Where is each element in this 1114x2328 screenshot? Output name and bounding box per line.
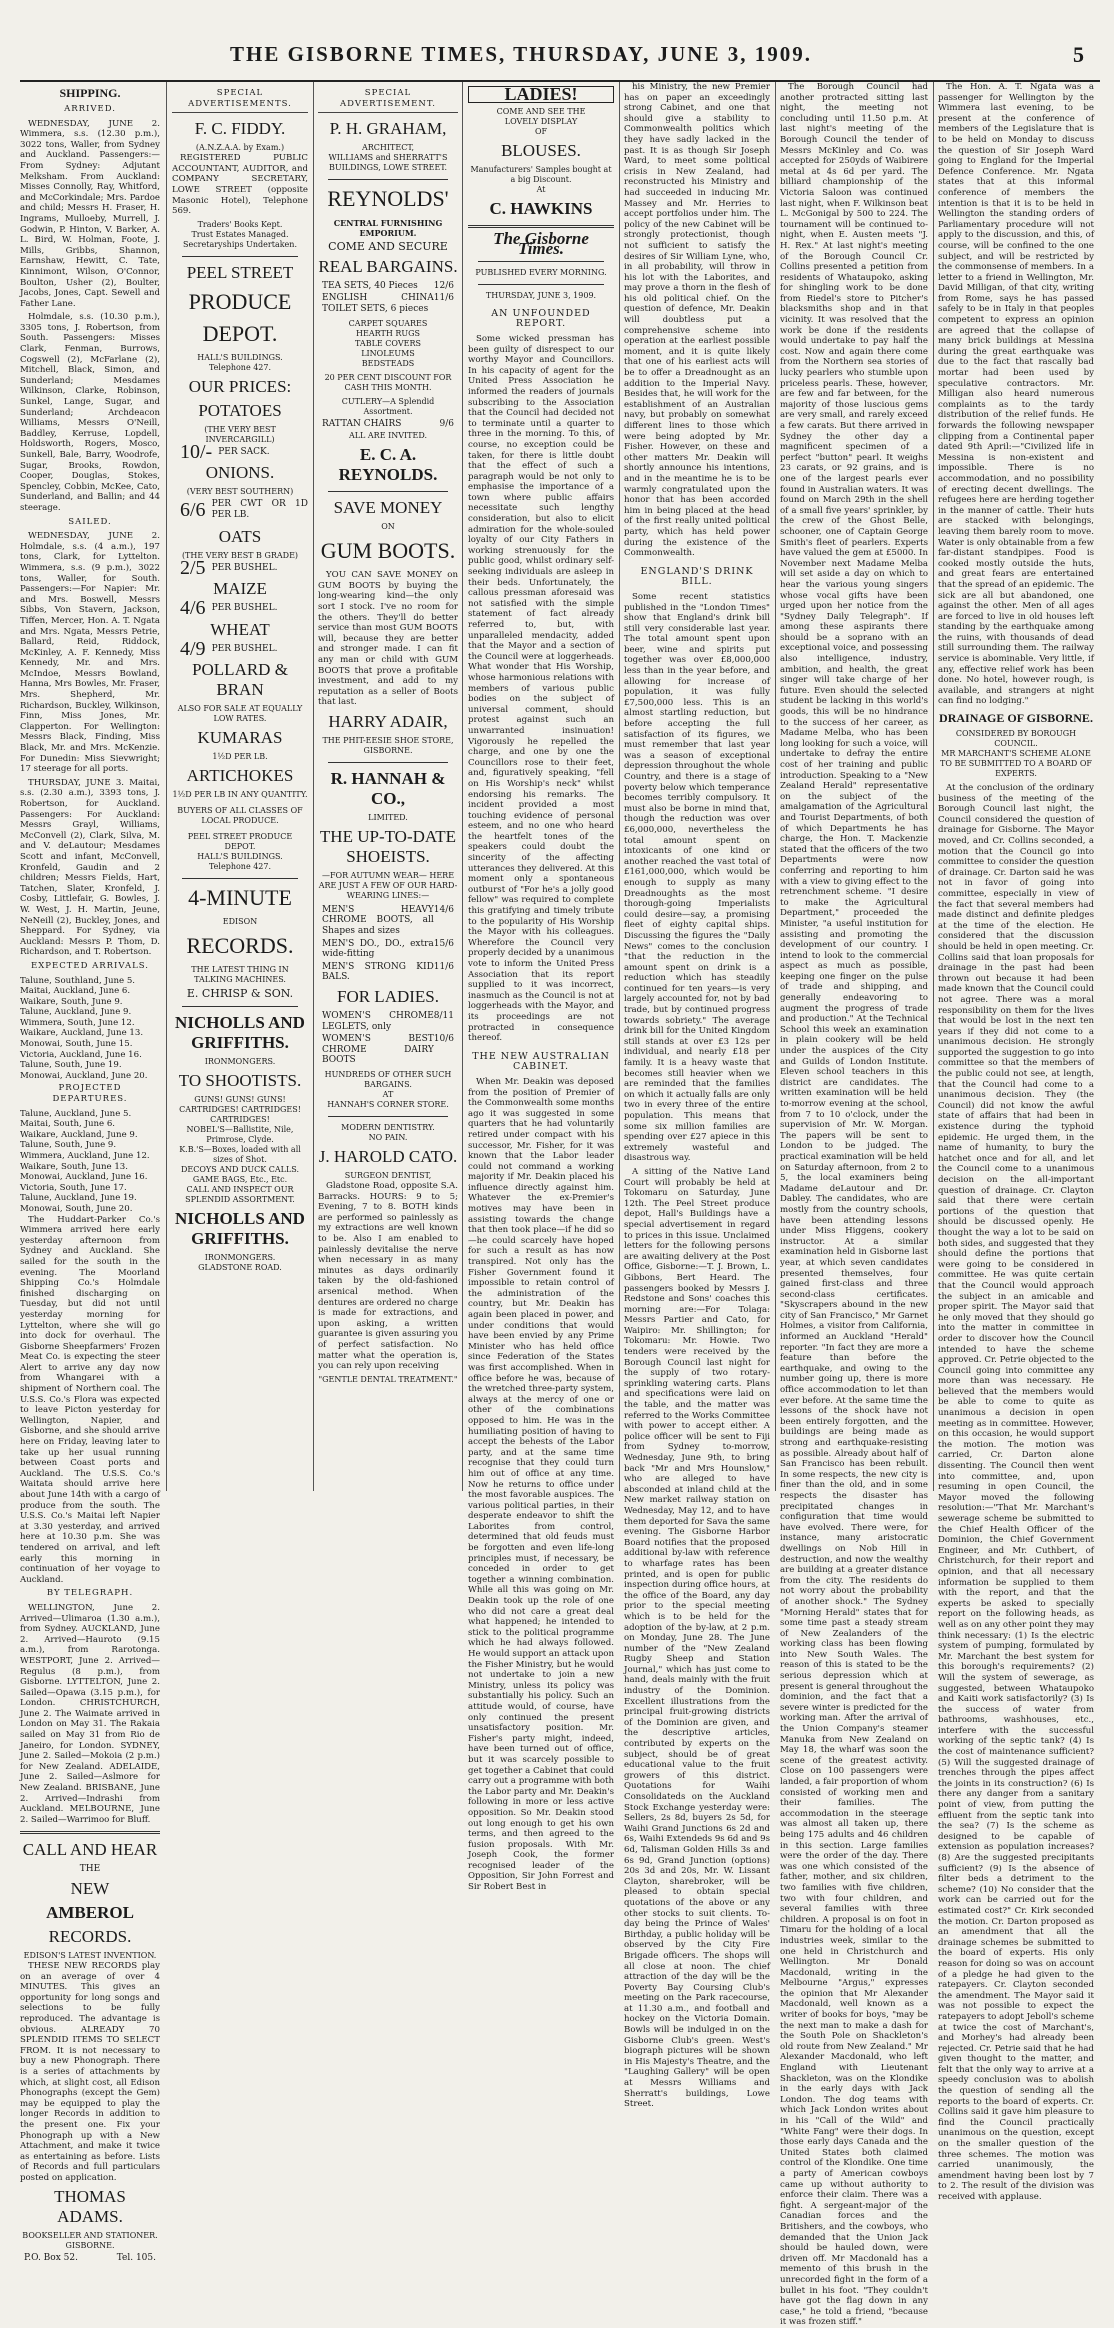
local-news: A sitting of the Native Land Court will probably be held at Tokomaru on Saturday, June 12th. The Peel Street produce depot, Hall's Buildings have a special advertisement in regard to prices in this issue. Unclaimed letters for the following persons are awaiting delivery at the Post Office, Gisborne:—T. J. Brown, L. Gibbons, Bert Heard. The passengers booked by Messrs J. Redstone and Sons' coaches this morning are:—For Tolaga: Messrs Partier and Cato, for Waipiro: Mr. Shillington; for Tokomaru: Mr. Howie. Two tenders were received by the Borough Council last night for the supply of two rotary-sprinkling watering carts. Plans and specifications were laid on the table, and the matter was referred to the Works Committee with power to accept either. A police officer will be sent to Fiji from Sydney to-morrow, Wednesday, June 9th, to bring back "Mr and Mrs Hounslow," who are alleged to have absconded at inland child at the New market railway station on Wednesday, May 12, and to have them deported for Sava the same evening. The Gisborne Harbor Board notifies that the proposed additional by-law with reference to wharfage rates has been printed, and is open for public inspection during office hours, at the office of the Board, any day prior to the special meeting which is to be held for the adoption of the by-law, at 2 p.m. on Monday, June 28. The June number of the "New Zealand Rugby Sheep and Station Journal," which has just come to hand, deals mainly with the fruit industry of the Dominion. Excellent illustrations from the principal fruit-growing districts of the Dominion are given, and the descriptive articles, contributed by experts on the subject, should be of great educational value to the fruit growers of this district. Quotations for Waihi Consolidateds on the Auckland Stock Exchange yesterday were: Sellers, 2s 8d, buyers 2s 5d, for Waihi Grand Junctions 6s 2d and 6s, Waihi Extendeds 9s 6d and 9s 6d, Talisman Golden Hills 3s and 6s 9d, Grand Junction (options) 20s 3d and 20s, Mr. W. Lissant Clayton, sharebroker, will be pleased to obtain special quotations of the above or any other stocks to suit clients. To-day being the Prince of Wales' Birthday, a public holiday will be observed by the City Fire Brigade officers. The shops will all close at noon. The chief attraction of the day will be the Poverty Bay Coursing Club's meeting on the Park racecourse, at 11.30 a.m., and football and hockey on the Victoria Domain. Bowls will be indulged in on the Gisborne Club's green. West's biograph pictures will be shown in His Majesty's Theatre, and the "Laughing Gallery" will be open at Messrs Williams and Sherratt's buildings, Lowe Street.: [624, 1166, 770, 2110]
list-item: Waikare, Auckland, June 13.: [20, 1028, 144, 1039]
boot-name: MEN'S STRONG KID BALS.: [322, 961, 434, 983]
boot-price: 8/11: [433, 1011, 454, 1022]
rattan-row: [322, 419, 454, 430]
list-item: Talune, Auckland, June 19.: [20, 1193, 137, 1204]
list-item: Monowai, Auckland, June 16.: [20, 1172, 148, 1183]
guns: GUNS! GUNS! GUNS!: [194, 1094, 286, 1104]
halls-buildings-2: HALL'S BUILDINGS.: [197, 852, 283, 862]
sailed-text: WEDNESDAY, JUNE 2. Holmdale, s.s. (4 a.m.), 197 tons, Clark, for Lyttelton. Wimmera, s.s. (9 p.m.), 3022 tons, Waller, for South. Passengers:—For Napier: Mr. and Mrs. Boswell, Messrs Sibbs, Von Stavern, Jackson, Tiffen, Mercer, Hon. A. T. Ngata and Mrs. Ngata, Messrs Petrie, Ballard, Reid, Riddock, McKinley, A. F. Kennedy, Miss Kennedy, Mr. and Mrs. McIndoe, Messrs Bowland, Hanna, Mrs Bowles, Mr. Fraser, Mrs. Shepherd, Mr. Richardson, Buckley, Wilkinson, Finn, Miss Jones, Mr. Clapperton. For Wellington: Messrs Black, Finding, Miss Black, Mr. and Mrs. McKenzie. For Dunedin: Miss Sievwright; 17 steerage for all ports.: [20, 531, 160, 775]
divider: [328, 491, 448, 492]
ironmongers-2: IRONMONGERS.: [204, 1252, 276, 1262]
shipping-notes: The Huddart-Parker Co.'s Wimmera arrived here early yesterday afternoon from Sydney and Auckland. She sailed for the south in the evening. The Moorland Shipping Co.'s Holmdale finished discharging on Tuesday, but did not until yesterday morning for Lyttelton, where she will go into dock for overhaul. The Gisborne Sheepfarmers' Frozen Meat Co. is expecting the steer Alert to arrive any day now from Whangarei with a shipment of Northern coal. The U.S.S. Co.'s Flora was expected to leave Picton yesterday for Wellington, Napier, and Gisborne, and she should arrive here on Friday, leaving later to take up her usual running between Coast ports and Auckland. The U.S.S. Co.'s Waitata should arrive here about June 14th with a cargo of produce from the south. The U.S.S. Co.'s Maitai left Napier at 3.30 yesterday, and arrived here at 10.30 p.m. She was tendered on arrival, and left early this morning in continuation of her voyage to Auckland.: [20, 1214, 160, 1585]
list-item: Victoria, South, June 17.: [20, 1182, 127, 1193]
telephone: Telephone 427.: [208, 362, 272, 372]
column-rule: [619, 82, 620, 1491]
divider: [182, 256, 298, 257]
list-item: Talune, Auckland, June 5.: [20, 1108, 132, 1119]
blouses: BLOUSES.: [501, 140, 581, 160]
boot-row: [322, 1034, 454, 1066]
drainage-sub-2: MR MARCHANT'S SCHEME ALONE TO BE SUBMITTED TO A BOARD OF EXPERTS.: [940, 749, 1092, 779]
hearth-rugs: HEARTH RUGS: [356, 328, 420, 338]
bedsteads: BEDSTEADS: [361, 358, 415, 368]
fiddy-quals: (A.N.Z.A.A. by Exam.): [195, 143, 285, 153]
cato: J. HAROLD CATO.: [318, 1147, 458, 1166]
carpets: CARPET SQUARES: [348, 318, 428, 328]
list-item: Victoria, Auckland, June 16.: [20, 1049, 142, 1060]
product-price: 4/9: [180, 637, 206, 660]
product-desc: (VERY BEST SOUTHERN): [186, 487, 294, 497]
projected-list: [20, 1109, 160, 1215]
adams-tel: Tel. 105.: [116, 2253, 156, 2264]
product-name: ONIONS.: [205, 463, 275, 483]
shipping-heading: SHIPPING.: [59, 86, 121, 100]
product-name: POTATOES: [198, 400, 282, 420]
column-rule: [313, 82, 314, 1491]
sailed-text-2: THURSDAY, JUNE 3. Maitai, s.s. (2.30 a.m.), 3393 tons, J. Robertson, for Auckland. Passengers: For Auckland: Messrs Grayl, Williams, McConvell (2), Clark, Silva, M. and V. deLautour; Mesdames Scott and infant, McConvell, Kronfeld, Gaudin and 2 children; Messrs Fields, Hart, Tatchen, Slater, Kronfeld, J. Cosby, Littlefair, G. Bowles, J. W. West, J. H. Martin, Jeune, NeNeill (2), Buckley, Jones, and Sheppard. For Sydney, via Auckland: Messrs P. Thom, D. Richardson, and T. Robertson.: [20, 777, 160, 958]
special-ad-heading: SPECIAL ADVERTISEMENT.: [318, 88, 458, 113]
amberol-new: NEW: [70, 1879, 110, 1898]
masthead-title: THE GISBORNE TIMES, THURSDAY, JUNE 3, 1909.: [230, 42, 812, 66]
expected-arrivals-heading: EXPECTED ARRIVALS.: [31, 960, 149, 971]
cato-text: Gladstone Road, opposite S.A. Barracks. HOURS: 9 to 5; Evening, 7 to 8. BOTH kinds are performed so painlessly as my extractions are well known to be. Also I am enabled to painlessly devitalise the nerve when necessary in as many minutes as days ordinarily taken by the old-fashioned arsenical method. When dentures are ordered no charge is made for extractions, and upon asking, a written guarantee is given assuring you of perfect satisfaction. No matter what the operation is, you can rely upon receiving: [318, 1181, 458, 1372]
product-price: 6/6: [180, 498, 206, 521]
drink-heading: ENGLAND'S DRINK BILL.: [640, 565, 754, 588]
adams-sub: BOOKSELLER AND STATIONER.: [22, 2231, 158, 2241]
date: THURSDAY, JUNE 3, 1909.: [485, 290, 597, 300]
telegraph-heading: BY TELEGRAPH.: [46, 1588, 134, 1599]
ironmongers: IRONMONGERS.: [204, 1056, 276, 1066]
column-rule: [933, 82, 934, 1491]
lovely-display: LOVELY DISPLAY: [504, 116, 578, 126]
product-unit: PER BUSHEL.: [211, 643, 278, 654]
product-potatoes: [172, 400, 308, 463]
item-row: [322, 281, 454, 292]
product-price-row: [180, 440, 308, 463]
column-rule: [166, 82, 167, 1491]
nobels: NOBEL'S—Ballistite, Nile, Primrose, Clyde.: [186, 1124, 294, 1144]
product-oats: [172, 526, 308, 579]
product-onions: [172, 463, 308, 520]
amberol-text: THESE NEW RECORDS play on an average of over 4 MINUTES. This gives an opportunity for long songs and selections to be fully reproduced. The advantage is obvious. ALREADY 70 SPLENDID ITEMS TO SELECT FROM. It is not necessary to buy a new Phonograph. There is a series of attachments by which, at slight cost, all Edison Phonographs (except the Gem) may be equipped to play the longer Records in addition to the present one. Fix your Phonograph up with a New Attachment, and make it twice as entertaining as before. Lists of Records and full particulars posted on application.: [20, 1961, 160, 2183]
shoeists: THE UP-TO-DATE SHOEISTS.: [319, 826, 457, 866]
buyers: BUYERS OF ALL CLASSES OF LOCAL PRODUCE.: [177, 806, 303, 826]
divider: [182, 1006, 298, 1007]
boot-name: MEN'S DO., DO., extra wide-fitting: [322, 938, 434, 960]
special-ads-heading: SPECIAL ADVERTISEMENTS.: [172, 88, 308, 113]
samples: Manufacturers' Samples bought at a big Discount.: [470, 164, 612, 184]
peel-depot-2: PEEL STREET PRODUCE DEPOT.: [187, 832, 293, 852]
fiddy-kept: Traders' Books Kept.: [197, 219, 283, 229]
architect: ARCHITECT,: [361, 143, 415, 153]
kumaras-price: 1½D PER LB.: [212, 752, 268, 762]
for-ladies: FOR LADIES.: [336, 987, 439, 1007]
drainage-text: At the conclusion of the ordinary business of the meeting of the Borough Council last night, the Council considered the question of drainage for Gisborne. The Mayor moved, and Cr. Collins seconded, a motion that the Council go into committee to consider the question of drainage. Cr. Darton said he was not in favor of going into committee, especially in view of the fact that several members had made distinct and definite pledges at the time of the election. He considered that the discussion should be held in open meeting. Cr. Collins said that loan proposals for drainage in the past had been thrown out because it had been made known that the Council could not agree. There was a moral responsibility on them for the lives that would be lost in the next ten years if they did not come to a unanimous decision. He strongly supported the suggestion to go into committee so that the members of the public could not see, at length, that the Council had come to a unanimous decision. They (the Council) did not know the awful state of affairs that had been in existence during the typhoid epidemic. He urged them, in the name of humanity, to bury the hatchet once and for all, and let the Council come to a unanimous decision on the all-important question of drainage. Cr. Clayton said that there were certain portions of the question that should be discussed openly. He thought the way a lot to be said on both sides, and suggested that they should define the portions that were going to be considered in committee. He was quite certain that the Council would approach the subject in an amicable and proper spirit. The Mayor said that he only moved that they should go into the matter in committee in order to discover how the Council intended to have the scheme approved. Cr. Petrie objected to the Council going into committee any more than was necessary. He believed that the members would be able to come to quite as unanimous a decision in open meeting as in committee. However, on this occasion, he would support the motion. The motion was carried, Cr. Darton alone dissenting. The Council then went into committee, and, upon resuming in open Council, the Mayor moved the following resolution:—"That Mr. Marchant's sewerage scheme be submitted to the Chief Health Officer of the Dominion, the Chief Government Engineer, and Mr. Cuthbert, of Christchurch, for their report and opinion, and that all necessary information be supplied to them with the report, and that the experts be asked to specially report on the following heads, as well as on any other point they may think necessary: (1) Is the electric system of pumping, formulated by Mr. Marchant the best system for this borough's requirements? (2) Will the system of sewerage, as suggested, between Whataupoko and Kaiti work satisfactorily? (3) Is the success of water from bathrooms, washhouses, etc., interfere with the successful working of the septic tank? (4) Is the cost of maintenance sufficient? (5) Will the suggested drainage of trenches through the pipes affect the joints in its construction? (6) Is there any danger from a sanitary point of view, from putting the effluent from the septic tank into the sea? (7) Is the scheme as designed to be capable of extension as population increases? (8) Are the suggested precipitants sufficient? (9) Is the absence of filter beds a detriment to the scheme? (10) No consider that the work can be carried out for the estimated cost?" Cr. Kirk seconded the motion. Cr. Darton proposed as an amendment that all the drainage schemes be submitted to the board of experts. His only reason for doing so was on account of a pledge he had given to the ratepayers. Cr. Clayton seconded the amendment. The Mayor said it was not possible to expect the ratepayers to adopt Jeboll's scheme at twice the cost of Marchant's, and Morhey's had already been rejected. Cr. Petrie said that he had given thought to the matter, and felt that the only way to arrive at a speedy conclusion was to abolish the question of sending all the reports to the board of experts. Cr. Collins said it gave him pleasure to find the Council practically unanimous on the question, except on the smaller question of the three schemes. The motion was carried unanimously, the amendment having been lost by 7 to 2. The result of the division was received with applause.: [938, 783, 1094, 2202]
list-item: Wimmera, South, June 12.: [20, 1017, 135, 1028]
hannah: R. HANNAH & CO.,: [330, 768, 446, 808]
list-item: Wimmera, Auckland, June 12.: [20, 1151, 150, 1161]
produce: PRODUCE: [188, 288, 292, 314]
cato-foot: "GENTLE DENTAL TREATMENT.": [318, 1374, 458, 1384]
divider: [328, 762, 448, 763]
product-price: 2/5: [180, 556, 206, 579]
autumn: —FOR AUTUMN WEAR— HERE ARE JUST A FEW OF OUR HARD-WEARING LINES:—: [318, 870, 458, 900]
column-rule: [462, 82, 463, 1491]
table-covers: TABLE COVERS: [355, 338, 421, 348]
ladies-heading: LADIES!: [468, 86, 614, 103]
adams-name: THOMAS ADAMS.: [54, 2187, 126, 2227]
reynolds: REYNOLDS': [327, 186, 449, 212]
divider: [468, 225, 614, 228]
real-bargains: REAL BARGAINS.: [318, 256, 458, 276]
item-row: [322, 293, 454, 314]
come-secure: COME AND SECURE: [328, 240, 448, 254]
arrived-text-2: Holmdale, s.s. (10.30 p.m.), 3305 tons, J. Robertson, from South. Passengers: Misses Clark, Fenman, Burrows, Cogswell (2), McFarlane (2), Mitchell, Black, Simon, and Sunderland; Mesdames Wilkinson, Clarke, Robinson, Sunkel, Lange, Sugar, and Sunderland; Archdeacon Williams, Messrs O'Neill, Baddley, Kerruse, Lopdell, Holdsworth, Rogers, Mosco, Sunkell, Bale, Barry, Woodrofe, Sugar, Brooks, Rowdon, Cooper, Douglas, Stokes, Spencley, Cobbin, McKee, Cato, Sunderland, and Ballin; and 44 steerage.: [20, 312, 160, 513]
column-news-3: [938, 82, 1094, 2202]
telephone-2: Telephone 427.: [208, 862, 272, 872]
cato-sub: SURGEON DENTIST,: [344, 1171, 432, 1180]
sailed-heading: SAILED.: [68, 516, 112, 527]
column-editorial: [468, 82, 614, 1893]
divider: [478, 261, 604, 262]
local-news: The Borough Council had another protracted sitting last night, the meeting not concluding until 11.50 p.m. At last night's meeting of the Borough Council the tender of Messrs McKinley and Co. was accepted for 250yds of Waibirere metal at 4s 6d per yard. The billiard championship of the Victoria Saloon was continued last night, when F. Wilkinson beat L. McGonigal by 500 to 224. The tournament will be continued to-night, when E. Austen meets "J. H. Rex." At last night's meeting of the Borough Council Cr. Collins presented a petition from residents of Whataupoko, asking for shingling work to be done from Riedel's store to Pitcher's blacksmiths shop and in that vicinity. It was resolved that the work be done if the residents would undertake to pay half the cost. Now and again there come from the Northern sea stories of lucky pearlers who stumble upon priceless pearls. These, however, are few and far between, for the majority of those luscious gems are very small, and rarely exceed a few carats. But there arrived in Sydney the other day a magnificent specimen of a perfect "button" pearl. It weighs 23 carats, or 92 grains, and is one of the largest pearls ever found in Australian waters. It was found on March 29th in the shell of a small five years' sprinkler, by the crew of the Ghost Belle, schooner, one of Captain George Smith's fleet of pearlers. Experts have valued the gem at £5000. In November next Madame Melba will set aside a day on which to hear the various young singers whose vocal gifts have been urged upon her notice from the "Sydney Daily Telegraph". If among these aspirants there should be a soprano with an exceptional voice, and possessing also intelligence, industry, ambition, and health, the great singer will take charge of her future. Even should the selected student be lacking in this world's goods, this will be no hindrance to the success of her career, as Madame Melba, who has been long looking for such a voice, will undertake to defray the entire cost of her training and public introduction. Speaking to a "New Zealand Herald" representative on the subject of the amalgamation of the Agricultural and Tourist Departments, of both of which Departments he has charge, the Hon. T. Mackenzie stated that the officers of the two Departments were now conferring and reporting to him with a view to giving effect to the retrenchment scheme. "I desire to make the Agricultural Department," proceeded the Minister, "a useful institution for assisting and promoting the development of our country. I intend to look to the commercial aspect as much as possible, keeping one finger on the pulse of trade and shipping, and generally endeavoring to augment the progress of trade and production." At the Technical School this week an examination in plain cookery will be held under the auspices of the City and Guilds of London Institute. Eleven school teachers in this district are candidates. The written examination will be held to-morrow evening at the school, from 7 to 10 o'clock, under the supervision of Mr. W. Morgan. The papers will be sent to London to be judged. The practical examination will be held on Saturday afternoon, from 2 to 5, the local examiners being Madame deLautour and Dr. Dabley. The candidates, who are mostly from the country schools, have been attending lessons under Miss Higgens, cookery instructor. At a similar examination held in Gisborne last year, at which seven candidates presented themselves, four gained first-class and three second-class certificates. "Skyscrapers abound in the new city of San Francisco," Mr Garnet Holmes, a visitor from California, informed an Auckland "Herald" reporter. "In fact they are more a feature than before the earthquake, and owing to the number going up, there is more office accommodation to let than ever before. At the same time the lessons of the shock have not been entirely forgotten, and the buildings are being made as strong and earthquake-resisting as possible. Already about half of San Francisco has been rebuilt. In some respects, the new city is finer than the old, and in some respects the disaster has precipitated changes in configuration that time would have evolved. There were, for instance, many aristocratic dwellings on Nob Hill in destruction, and now the wealthy are building at a greater distance from the city. The residents do not worry about the probability of another shock." The Sydney "Morning Herald" states that for some time past a steady stream of New Zealanders of the working class has been flowing into New South Wales. The reason of this is stated to be the serious depression which at present is general throughout the dominion, and the fact that a severe winter is predicted for the working man. After the arrival of the Union Company's steamer Manuka from New Zealand on May 18, the wharf was soon the scene of the greatest activity. Close on 100 passengers were landed, a fair proportion of whom consisted of working men and their families. The accommodation in the steerage was almost all taken up, there being 175 adults and 46 children in this section. Large families were the order of the day. There was one which consisted of the father, mother, and six children, two families with five children, two with four children, and several families with three children. A proposal is on foot in Timaru for the holding of a local industries week, similar to the one held in Christchurch and Wellington. Mr Donald Macdonald, writing in the Melbourne "Argus," expresses the opinion that Mr Alexander Macdonald, well known as a writer of books for boys, "may be the next man to make a dash for the South Pole on Shackleton's old route from New Zealand." Mr Alexander Macdonald, who left England with Lieutenant Shackleton, was on the Klondike in the early days with Jack London. The dog teams with which Jack London writes about in his "Call of the Wild" and "White Fang" were their dogs. In those early days Canada and the United States both claimed control of the Klondike. One time a party of American cowboys came up without authority to enforce their claim. There was a fight. A sergeant-major of the Canadian forces and the Britishers, and the cowboys, who demanded that the Union Jack should be hauled down, were driven off. Mr Macdonald has a memento of this brush in the unrecorded fight in the form of a bullet in his foot. "They couldn't have got the flag down in any case," he told a friend, "because it was frozen stiff.": [780, 82, 928, 2328]
on: ON: [381, 522, 395, 532]
artichokes: ARTICHOKES: [186, 766, 294, 786]
records: RECORDS.: [186, 933, 294, 959]
rattan: RATTAN CHAIRS: [322, 418, 402, 429]
adams-contact: [24, 2253, 156, 2264]
boot-price: 14/6: [433, 904, 454, 915]
discount: 20 PER CENT DISCOUNT FOR CASH THIS MONTH.: [324, 372, 452, 392]
dentistry: MODERN DENTISTRY.: [341, 1123, 435, 1132]
of: OF: [534, 126, 548, 136]
boot-row: [322, 962, 454, 983]
kbs: K.B.'S—Boxes, loaded with all sizes of Shot.: [179, 1144, 301, 1164]
amberol-name: AMBEROL: [46, 1903, 134, 1922]
list-item: Maitai, Auckland, June 6.: [20, 986, 131, 997]
invited: ALL ARE INVITED.: [348, 431, 428, 441]
column-news-1: [624, 82, 770, 2110]
drainage-heading: DRAINAGE OF GISBORNE.: [939, 711, 1093, 726]
fiddy-name: F. C. FIDDY.: [194, 119, 286, 139]
cabinet-text: When Mr. Deakin was deposed from the position of Premier of the Commonwealth some months ago it was suggested in some quarters that he had voluntarily retired under compact with his successor, Mr. Fisher, for it was known that the Labor leader could not command a working majority if Mr. Deakin placed his influence directly against him. Whatever the ex-Premier's motives may have been in assisting towards the change that then took place—if he did so—he could scarcely have hoped for such a result as has now transpired. Not only has the Fisher Government found it impossible to retain control of the administration of the country, but Mr. Deakin has again been placed in power, and under conditions that would have been envied by any Prime Minister who has held office since Federation of the States was first accomplished. When in office before he was, because of the wretched three-party system, always at the mercy of one or other of the combinations opposed to him. He was in the humiliating position of having to accept the behests of the Labor party, and at the same time recognise that they could turn him out of office at any time. Now he returns to office under the most favorable auspices. The various political parties, in their desperate endeavor to shift the Laborites from control, determined that old feuds must be forgotten and even life-long principles must, if necessary, be conceded in order to get together a winning combination. While all this was going on Mr. Deakin took up the role of one who did not care a great deal what happened; he intended to stick to the political programme which he had always followed. He would support an attack upon the Fisher Ministry, but he would not undertake to join a new Ministry, unless its policy was substantially his policy. Such an attitude would, of course, have only continued the present unsatisfactory position. Mr. Fisher's party might, indeed, have been turned out of office, but it was scarcely possible to get together a Cabinet that could carry out a programme with both the Labor party and Mr. Deakin's following in more or less active opposition. So Mr. Deakin stood out long enough to get his own terms, and then agreed to the fusion proposals. With Mr. Joseph Cook, the former recognised leader of the Opposition, Sir John Forrest and Sir Robert Best in: [468, 1076, 614, 1893]
limited: LIMITED.: [368, 812, 408, 822]
arrived-text: WEDNESDAY, JUNE 2. Wimmera, s.s. (12.30 p.m.), 3022 tons, Waller, from Sydney and Auckland. Passengers:—From Sydney: Adjutant Melksham. From Auckland: Misses Connolly, Ray, Whitford, and McCorkindale; Mrs. Pardoe and child; Messrs H. Fraser, H. Ingrams, Mulloeby, Murrell, J. Godwin, P. Hinton, V. Barker, A. L. Bird, W. Holman, Foote, J. Mills, Gribbs, Shannon, Earnshaw, Hewitt, C. Tate, Kinnimont, Wilson, O'Connor, Boulton, Usher (2), Boulter, Jacobs, Jones, Capt. Sewell and Father Lane.: [20, 118, 160, 309]
column-rule: [775, 82, 776, 1491]
list-item: Waikare, Auckland, June 9.: [20, 1129, 138, 1140]
boot-row: [322, 1011, 454, 1032]
column-ads-produce: [172, 82, 308, 1493]
fiddy-text: REGISTERED PUBLIC ACCOUNTANT, AUDITOR, and COMPANY SECRETARY, LOWE STREET (opposite Masonic Hotel), Telephone 569.: [172, 153, 308, 217]
gum-boots: GUM BOOTS.: [320, 538, 456, 564]
published: PUBLISHED EVERY MORNING.: [475, 267, 607, 277]
fiddy-sec: Secretaryships Undertaken.: [182, 239, 297, 249]
come-see: COME AND SEE THE: [496, 106, 586, 116]
item-name: ENGLISH CHINA TOILET SETS, 6 pieces: [322, 293, 434, 314]
latest-thing: THE LATEST THING IN TALKING MACHINES.: [191, 965, 289, 985]
pollard-sub: ALSO FOR SALE AT EQUALLY LOW RATES.: [177, 704, 303, 724]
cabinet-heading: THE NEW AUSTRALIAN CABINET.: [472, 1050, 610, 1073]
graham-address: WILLIAMS and SHERRATT'S BUILDINGS, LOWE STREET.: [328, 153, 448, 173]
product-unit: PER BUSHEL.: [211, 562, 278, 573]
drainage-sub: CONSIDERED BY BOROUGH COUNCIL.: [955, 729, 1077, 749]
game-bags: GAME BAGS, Etc., Etc.: [192, 1174, 288, 1184]
amberol-the: THE: [79, 1864, 101, 1875]
hundreds: HUNDREDS OF OTHER SUCH BARGAINS.: [324, 1070, 452, 1089]
cartridges: CARTRIDGES! CARTRIDGES! CARTRIDGES!: [179, 1104, 301, 1124]
boot-row: [322, 905, 454, 937]
at: AT: [382, 1090, 394, 1099]
boot-name: MEN'S HEAVY CHROME BOOTS, all Shapes and sizes: [322, 904, 434, 937]
times-title: The Gisborne Times.: [493, 228, 589, 259]
expected-list: [20, 976, 160, 1082]
item-price: 12/6: [433, 280, 454, 291]
to-shootists: TO SHOOTISTS.: [178, 1070, 302, 1090]
rattan-price: 9/6: [439, 418, 454, 429]
divider: [478, 284, 604, 285]
drink-text: Some recent statistics published in the "London Times" show that England's drink bill still very considerable last year. The total amount spent upon beer, wine and spirits put together was over £8,000,000 less than in the year before, and allowing for increase of population, it was fully £7,500,000 less. This is an almost startling reduction, but before accepting the full satisfaction of its figures, we must remember that last year was a season of exceptional depression throughout the whole Country, and there is a stage of poverty below which temperance becomes terribly compulsory. It must also be borne in mind that, though the reduction was over £6,000,000, nevertheless the total amount spent on intoxicants of one kind or another reached the vast total of £161,000,000, which would be enough to supply as many Dreadnoughts as the most thorough-going Imperialists could desire—say, a promising fleet of eighty capital ships. Discussing the figures the "Daily News" comes to the conclusion "that the reduction in the amount spent on drink is a reduction which has steadily continued for ten years—is very largely accounted for, not by bad trade, but by continued progress towards sobriety." The average drink bill for the United Kingdom still stands at over £3 12s per individual, and nearly £18 per family. It is a heavy waste that becomes still heavier when we are reminded that the families on which it actually falls are only two in every three of the entire population. This means that some six million families are spending over £27 apiece in this extremely wasteful and disastrous way.: [624, 591, 770, 1164]
corner-store: HANNAH'S CORNER STORE.: [327, 1100, 449, 1109]
cabinet-continued: his Ministry, the new Premier has on paper an exceedingly strong Cabinet, and one that should give a stability to Commonwealth politics which they have sadly lacked in the past. It is as though Sir Joseph Ward, to meet some political crisis in New Zealand, had reconstructed his Ministry and had succeeded in inducing Mr. Massey and Mr. Herries to accept portfolios under him. The policy of the new Cabinet will be strongly protectionist, though not sufficient to satisfy the desires of Sir William Lyne, who, in all probability, will throw in his lot with the Laborites, and may prove a thorn in the flesh of his old political chief. On the question of defence, Mr. Deakin will doubtless put a comprehensive scheme into operation at the earliest possible moment, and it is quite likely that one of his earliest acts will be to offer a Dreadnought as an addition to the Imperial Navy. Besides that, he will work for the establishment of an Australian navy, but probably on somewhat different lines to those which were being adopted by Mr. Fisher. However, on these and other matters Mr. Deakin will shortly announce his intentions, and in the meantime he is to be warmly congratulated upon the honor that has been accorded him in being placed at the head of the first really united political party, which has held power during the existence of the Commonwealth.: [624, 82, 770, 559]
projected-departures-heading: PROJECTED DEPARTURES.: [52, 1083, 128, 1105]
list-item: Monowai, Auckland, June 20.: [20, 1070, 148, 1081]
boot-name: WOMEN'S CHROME LEGLETS, only: [322, 1011, 434, 1032]
boot-price: 15/6: [433, 938, 454, 949]
artichokes-price: 1½D PER LB IN ANY QUANTITY.: [172, 790, 308, 800]
divider: [20, 1831, 160, 1834]
column-news-2: [780, 82, 928, 2328]
unfounded-text: Some wicked pressman has been guilty of disrespect to our worthy Mayor and Councillors. In his capacity of agent for the United Press Association he informed the readers of journals subscribing to the Association that the Council had decided not to terminate until a quarter to three in the morning. To this, of course, no exception could be taken, for there is little doubt that the effect of such a paragraph would be not only to emphasise the importance of a town where public affairs necessitate such lengthy consideration, but also to elicit admiration for the whole-souled loyalty of our City Fathers in working strenuously for the public good, whilst ordinary self-seeking individuals are asleep in their beds. Unfortunately, the callous pressman aforesaid was not satisfied with the simple statement of fact already referred to, but, with unparalleled mendacity, added that the Mayor and a section of the Council were at loggerheads. What wonder that His Worship, whose harmonious relations with members of various public bodies on the subject of universal comment, should protest against such an unwarranted insinuation! Vigorously he repelled the charge, and one by one the Councillors rose to their feet, and, figuratively speaking, "fell on His Worship's neck" whilst endorsing his remarks. The incident provided a most touching evidence of personal esteem, and no one who heard the heartfelt tones of the speakers could doubt the sincerity of the affecting utterances they delivered. At this moment only a spontaneous outburst of "For he's a jolly good fellow" was required to complete this gratifying and timely tribute to the popularity of His Worship the Mayor with his colleagues. Wherefore the Council very properly decided by a unanimous vote to inform the United Press Association that its report supplied to it was incorrect, inasmuch as the Council is not at loggerheads with the Mayor, and its proceedings are not protracted in consequence thereof.: [468, 333, 614, 1044]
no-pain: NO PAIN.: [368, 1133, 408, 1142]
product-desc: (THE VERY BEST INVERCARGILL): [204, 424, 276, 444]
product-price-row: [180, 637, 308, 660]
product-wheat: [172, 619, 308, 660]
item-price: 11/6: [433, 293, 454, 304]
product-desc: (THE VERY BEST B GRADE): [181, 550, 299, 560]
product-unit: PER BUSHEL.: [211, 603, 278, 614]
masthead: [20, 40, 1100, 82]
linoleums: LINOLEUMS: [361, 348, 415, 358]
product-price-row: [180, 499, 308, 520]
amberol-sub: EDISON'S LATEST INVENTION.: [23, 1951, 157, 1960]
product-price-row: [180, 556, 308, 579]
cutlery: CUTLERY—A Splendid Assortment.: [341, 396, 435, 416]
item-name: TEA SETS, 40 Pieces: [322, 280, 418, 291]
kumaras: KUMARAS: [197, 728, 283, 748]
edison: EDISON: [222, 917, 258, 927]
page-number: 5: [1073, 42, 1084, 67]
hawkins: C. HAWKINS: [489, 198, 593, 218]
product-price-row: [180, 597, 308, 620]
divider: [182, 878, 298, 879]
list-item: Waikare, South, June 13.: [20, 1161, 128, 1172]
product-price: 10/-: [180, 440, 213, 463]
gum-text: YOU CAN SAVE MONEY on GUM BOOTS by buying the long-wearing kind—the only sort I stock. I've no room for the others. They'll do better service than most GUM BOOTS will, because they are better and stronger made. I can fit any man or child with GUM BOOTS that prove a profitable investment, and add to my reputation as a seller of Boots that last.: [318, 570, 458, 708]
column-shipping: [20, 82, 160, 2264]
list-item: Monowai, South, June 20.: [20, 1203, 133, 1214]
reynolds-2: E. C. A. REYNOLDS.: [338, 445, 438, 485]
arrived-heading: ARRIVED.: [64, 104, 116, 114]
boot-name: WOMEN'S BEST CHROME DAIRY BOOTS: [322, 1034, 434, 1066]
fiddy-trust: Trust Estates Managed.: [191, 229, 289, 239]
peel-street: PEEL STREET: [186, 262, 294, 282]
unfounded-heading: AN UNFOUNDED REPORT.: [491, 307, 591, 330]
product-unit: PER SACK.: [218, 446, 270, 457]
emporium: CENTRAL FURNISHING EMPORIUM.: [333, 218, 443, 239]
call-inspect: CALL AND INSPECT OUR SPLENDID ASSORTMENT.: [185, 1184, 295, 1204]
list-item: Talune, South, June 9.: [20, 1140, 117, 1151]
product-unit: PER CWT OR 1D PER LB.: [211, 499, 308, 520]
list-item: Monowai, South, June 15.: [20, 1039, 133, 1050]
pollard: POLLARD & BRAN: [192, 660, 288, 700]
save-money: SAVE MONEY: [333, 498, 443, 518]
gladstone-road: GLADSTONE ROAD.: [198, 1262, 282, 1272]
adams-box: P.O. Box 52.: [24, 2253, 78, 2264]
amberol-records: RECORDS.: [48, 1927, 132, 1946]
graham-name: P. H. GRAHAM,: [329, 119, 447, 139]
list-item: Maitai, South, June 6.: [20, 1119, 116, 1130]
at: At: [536, 184, 546, 194]
boot-price: 11/6: [433, 961, 454, 972]
product-price: 4/6: [180, 597, 206, 620]
four-minute: 4-MINUTE: [188, 885, 292, 911]
list-item: Talune, Auckland, June 9.: [20, 1007, 132, 1018]
harry-adair: HARRY ADAIR,: [328, 711, 448, 731]
divider: [328, 1116, 448, 1117]
product-name: WHEAT: [210, 619, 270, 639]
list-item: Waikare, South, June 9.: [20, 996, 123, 1007]
boot-row: [322, 939, 454, 960]
nicholls-griffiths: NICHOLLS AND GRIFFITHS.: [175, 1012, 305, 1052]
chrisp: E. CHRISP & SON.: [186, 987, 294, 1001]
amberol-call: CALL AND HEAR: [22, 1840, 158, 1860]
telegraph-text: WELLINGTON, June 2. Arrived—Ulimaroa (1.30 a.m.), from Sydney. AUCKLAND, June 2. Arrived—Hauroto (9.15 a.m.), from Rarotonga. WESTPORT, June 2. Arrived—Regulus (8 p.m.), from Gisborne. LYTTELTON, June 2. Sailed—Opawa (3.15 p.m.), for London. CHRISTCHURCH, June 2. The Waimate arrived in London on May 31. The Rakaia sailed on May 31 from Rio de Janeiro, for London. SYDNEY, June 2. Sailed—Mokoia (2 p.m.) for New Zealand. ADELAIDE, June 2. Sailed—Aslmore for New Zealand. BRISBANE, June 2. Arrived—Indrashi from Auckland. MELBOURNE, June 2. Sailed—Warrimoo for Bluff.: [20, 1602, 160, 1825]
product-maize: [172, 579, 308, 620]
our-prices: OUR PRICES:: [188, 376, 292, 396]
decoys: DECOYS AND DUCK CALLS.: [180, 1164, 300, 1174]
depot: DEPOT.: [202, 320, 278, 346]
boot-price: 10/6: [433, 1034, 454, 1045]
list-item: Talune, South, June 19.: [20, 1060, 122, 1071]
product-name: MAIZE: [213, 579, 267, 599]
local-news: The Hon. A. T. Ngata was a passenger for Wellington by the Wimmera last evening, to be present at the conference of members of the Legislature that is to be held on Monday to discuss the question of Sir Joseph Ward going to England for the Imperial Defence Conference. Mr. Ngata states that at this informal conference of members the intention is that it is to be held in Wellington the standing orders of Parliamentary procedure will not apply to the discussion, and this, of course, will be confined to the one subject, and will be restricted by the commonsense of members. In a letter to a friend in Wellington, Mr. David Milligan, of that city, writing from Rome, says he has passed safely to be in Italy in that peoples competent to express an opinion are agreed that the collapse of many brick buildings at Messina during the great earthquake was due to the fact that rascally bad mortar had been used by speculative contractors. Mr. Milligan also heard numerous complaints as to the tardy distribution of the relief funds. He forwards the following newspaper clipping from a Continental paper dated 9th April:—"Civilized life in Messina is non-existent and impossible. There is no accommodation, and no possibility of erecting decent dwellings. The refugees here are herding together in the manner of cattle. Their huts are stacked with belongings, leaving them barely room to move. Water is only obtainable from a few far-distant standpipes. Food is cooked mostly outside the huts, and great fears are entertained that the spread of an epidemic. The sick are all but abandoned, one against the other. Men of all ages are forced to live in old houses left standing by the earthquake among the ruins, with thousands of dead still surrounding them. The railway service is abominable. Very little, if any, effective relief work has been done. No hotel, however rough, is available, and strangers at night can find no lodging.": [938, 82, 1094, 707]
divider: [328, 179, 448, 180]
product-name: OATS: [218, 526, 262, 546]
adair-sub: THE PHIT-EESIE SHOE STORE, GISBORNE.: [322, 735, 454, 755]
adams-town: GISBORNE.: [65, 2241, 115, 2251]
column-ads-furnishing: [318, 82, 458, 1493]
nicholls-griffiths-2: NICHOLLS AND GRIFFITHS.: [175, 1208, 305, 1248]
halls-buildings: HALL'S BUILDINGS.: [197, 352, 283, 362]
list-item: Talune, Southland, June 5.: [20, 975, 136, 986]
